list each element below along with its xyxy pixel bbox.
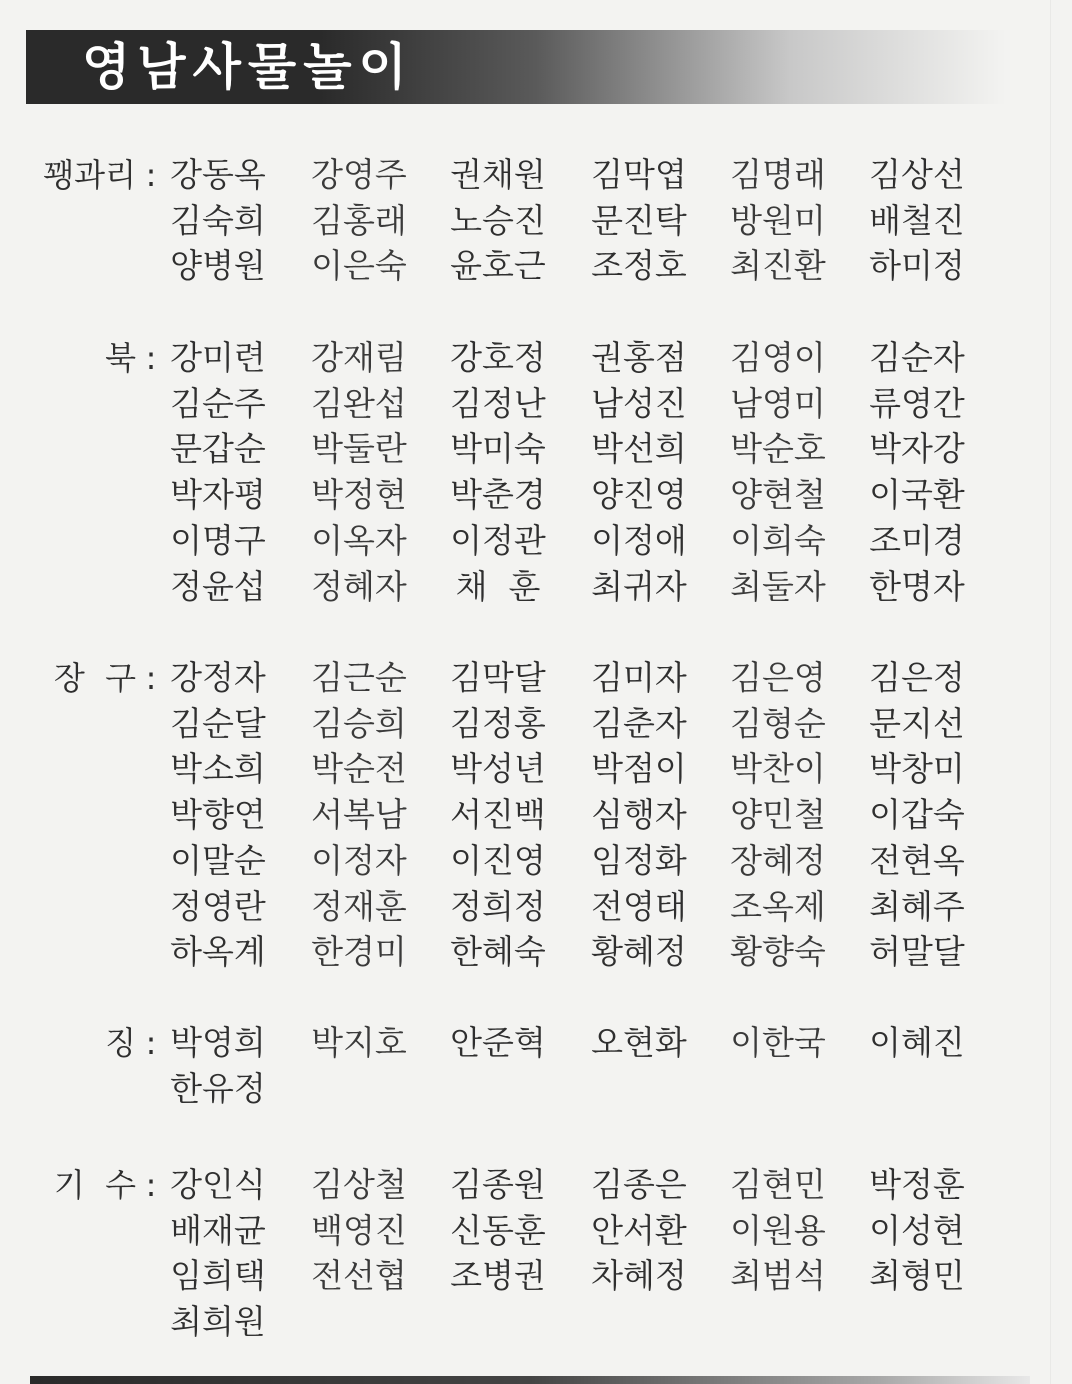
member-name: 이정관 [450,520,546,560]
member-name: 강동옥 [170,155,266,194]
member-name: 이성현 [869,1210,965,1250]
member-name: 정재훈 [311,886,407,926]
member-name: 김근순 [311,658,407,697]
member-name: 조옥제 [730,886,826,926]
member-name: 김순달 [170,703,266,743]
member-name: 강인식 [170,1165,266,1204]
member-name: 김막엽 [591,155,687,194]
member-name: 박점이 [591,749,687,789]
member-name: 박성년 [450,749,546,789]
member-name: 이갑숙 [869,795,965,835]
member-name: 방원미 [730,200,826,240]
member-name: 박향연 [170,795,266,835]
member-name: 장혜정 [730,840,826,880]
title-banner [26,30,1006,104]
member-name: 차혜정 [591,1256,687,1296]
member-name: 김정난 [450,383,546,423]
member-name: 최범석 [730,1256,826,1296]
member-name: 양민철 [730,795,826,835]
member-name: 조정호 [591,246,687,286]
member-name: 김형순 [730,703,826,743]
member-name: 박미숙 [450,429,546,469]
member-name: 최혜주 [869,886,965,926]
member-name: 임희택 [170,1256,266,1296]
member-name: 황혜정 [591,932,687,972]
member-name: 최희원 [170,1302,266,1342]
member-name: 김미자 [591,658,687,697]
bottom-banner [30,1376,1030,1384]
member-name: 노승진 [450,200,546,240]
member-name: 서복남 [311,795,407,835]
member-name: 박정현 [311,475,407,515]
member-name: 배재균 [170,1210,266,1250]
member-name: 이은숙 [311,246,407,286]
member-name: 백영진 [311,1210,407,1250]
member-name: 박소희 [170,749,266,789]
member-name: 양진영 [591,475,687,515]
section-label: 장 구 [53,659,136,697]
page-title: 영남사물놀이 [82,38,414,96]
member-name: 이옥자 [311,520,407,560]
member-name: 정영란 [170,886,266,926]
member-name: 채 훈 [455,566,541,606]
member-name: 박선희 [591,429,687,469]
member-name: 김홍래 [311,200,407,240]
member-name: 남영미 [730,383,826,423]
member-name: 최형민 [869,1256,965,1296]
member-name: 김순자 [869,338,965,377]
member-name: 이진영 [450,840,546,880]
member-name: 한명자 [869,566,965,606]
member-name: 정혜자 [311,566,407,606]
member-name: 황향숙 [730,932,826,972]
section-label: 기 수 [53,1166,136,1204]
member-name: 이한국 [730,1023,826,1062]
member-name: 박둘란 [311,429,407,469]
section-label: 꽹과리 [43,156,136,194]
member-name: 김명래 [730,155,826,194]
member-name: 박영희 [170,1023,266,1062]
member-name: 권채원 [450,155,546,194]
member-name: 김정홍 [450,703,546,743]
member-name: 이정자 [311,840,407,880]
member-name: 배철진 [869,200,965,240]
member-name: 박자평 [170,475,266,515]
member-name: 김춘자 [591,703,687,743]
member-name: 양현철 [730,475,826,515]
member-name: 권홍점 [591,338,687,377]
member-name: 이정애 [591,520,687,560]
section-label: 징 [105,1024,136,1062]
member-name: 조미경 [869,520,965,560]
member-name: 강정자 [170,658,266,697]
member-name: 남성진 [591,383,687,423]
member-name: 이명구 [170,520,266,560]
member-name: 김숙희 [170,200,266,240]
member-name: 이말순 [170,840,266,880]
member-name: 최귀자 [591,566,687,606]
member-name: 김상선 [869,155,965,194]
member-name: 최진환 [730,246,826,286]
member-name: 이원용 [730,1210,826,1250]
member-name: 박춘경 [450,475,546,515]
member-name: 강재림 [311,338,407,377]
member-name: 문지선 [869,703,965,743]
member-name: 김종원 [450,1165,546,1204]
section-colon: : [145,156,157,194]
member-name: 조병권 [450,1256,546,1296]
member-name: 김은정 [869,658,965,697]
member-name: 김순주 [170,383,266,423]
member-name: 최둘자 [730,566,826,606]
member-name: 양병원 [170,246,266,286]
member-name: 문갑순 [170,429,266,469]
section-colon: : [145,1024,157,1062]
member-name: 김승희 [311,703,407,743]
member-name: 정윤섭 [170,566,266,606]
member-name: 오현화 [591,1023,687,1062]
member-name: 정희정 [450,886,546,926]
member-name: 심행자 [591,795,687,835]
member-name: 강호정 [450,338,546,377]
member-name: 강영주 [311,155,407,194]
member-name: 강미련 [170,338,266,377]
member-name: 임정화 [591,840,687,880]
member-name: 하미정 [869,246,965,286]
member-name: 이혜진 [869,1023,965,1062]
member-name: 박창미 [869,749,965,789]
member-name: 안준혁 [450,1023,546,1062]
member-name: 안서환 [591,1210,687,1250]
member-name: 김현민 [730,1165,826,1204]
member-name: 박정훈 [869,1165,965,1204]
member-name: 서진백 [450,795,546,835]
member-name: 이희숙 [730,520,826,560]
member-name: 박순전 [311,749,407,789]
member-name: 전영태 [591,886,687,926]
member-name: 전현옥 [869,840,965,880]
member-name: 김상철 [311,1165,407,1204]
member-name: 김영이 [730,338,826,377]
member-name: 김완섭 [311,383,407,423]
member-name: 김은영 [730,658,826,697]
member-name: 박찬이 [730,749,826,789]
member-name: 문진탁 [591,200,687,240]
section-label: 북 [105,339,136,377]
member-name: 김막달 [450,658,546,697]
member-name: 류영간 [869,383,965,423]
member-name: 한유정 [170,1068,266,1108]
member-name: 허말달 [869,932,965,972]
member-name: 한경미 [311,932,407,972]
section-colon: : [145,1166,157,1204]
member-name: 박자강 [869,429,965,469]
member-name: 박지호 [311,1023,407,1062]
member-name: 박순호 [730,429,826,469]
member-name: 윤호근 [450,246,546,286]
section-colon: : [145,339,157,377]
member-name: 이국환 [869,475,965,515]
member-name: 하옥계 [170,932,266,972]
page-edge [1050,0,1051,1384]
member-name: 김종은 [591,1165,687,1204]
member-name: 신동훈 [450,1210,546,1250]
member-name: 전선협 [311,1256,407,1296]
section-colon: : [145,659,157,697]
member-name: 한혜숙 [450,932,546,972]
